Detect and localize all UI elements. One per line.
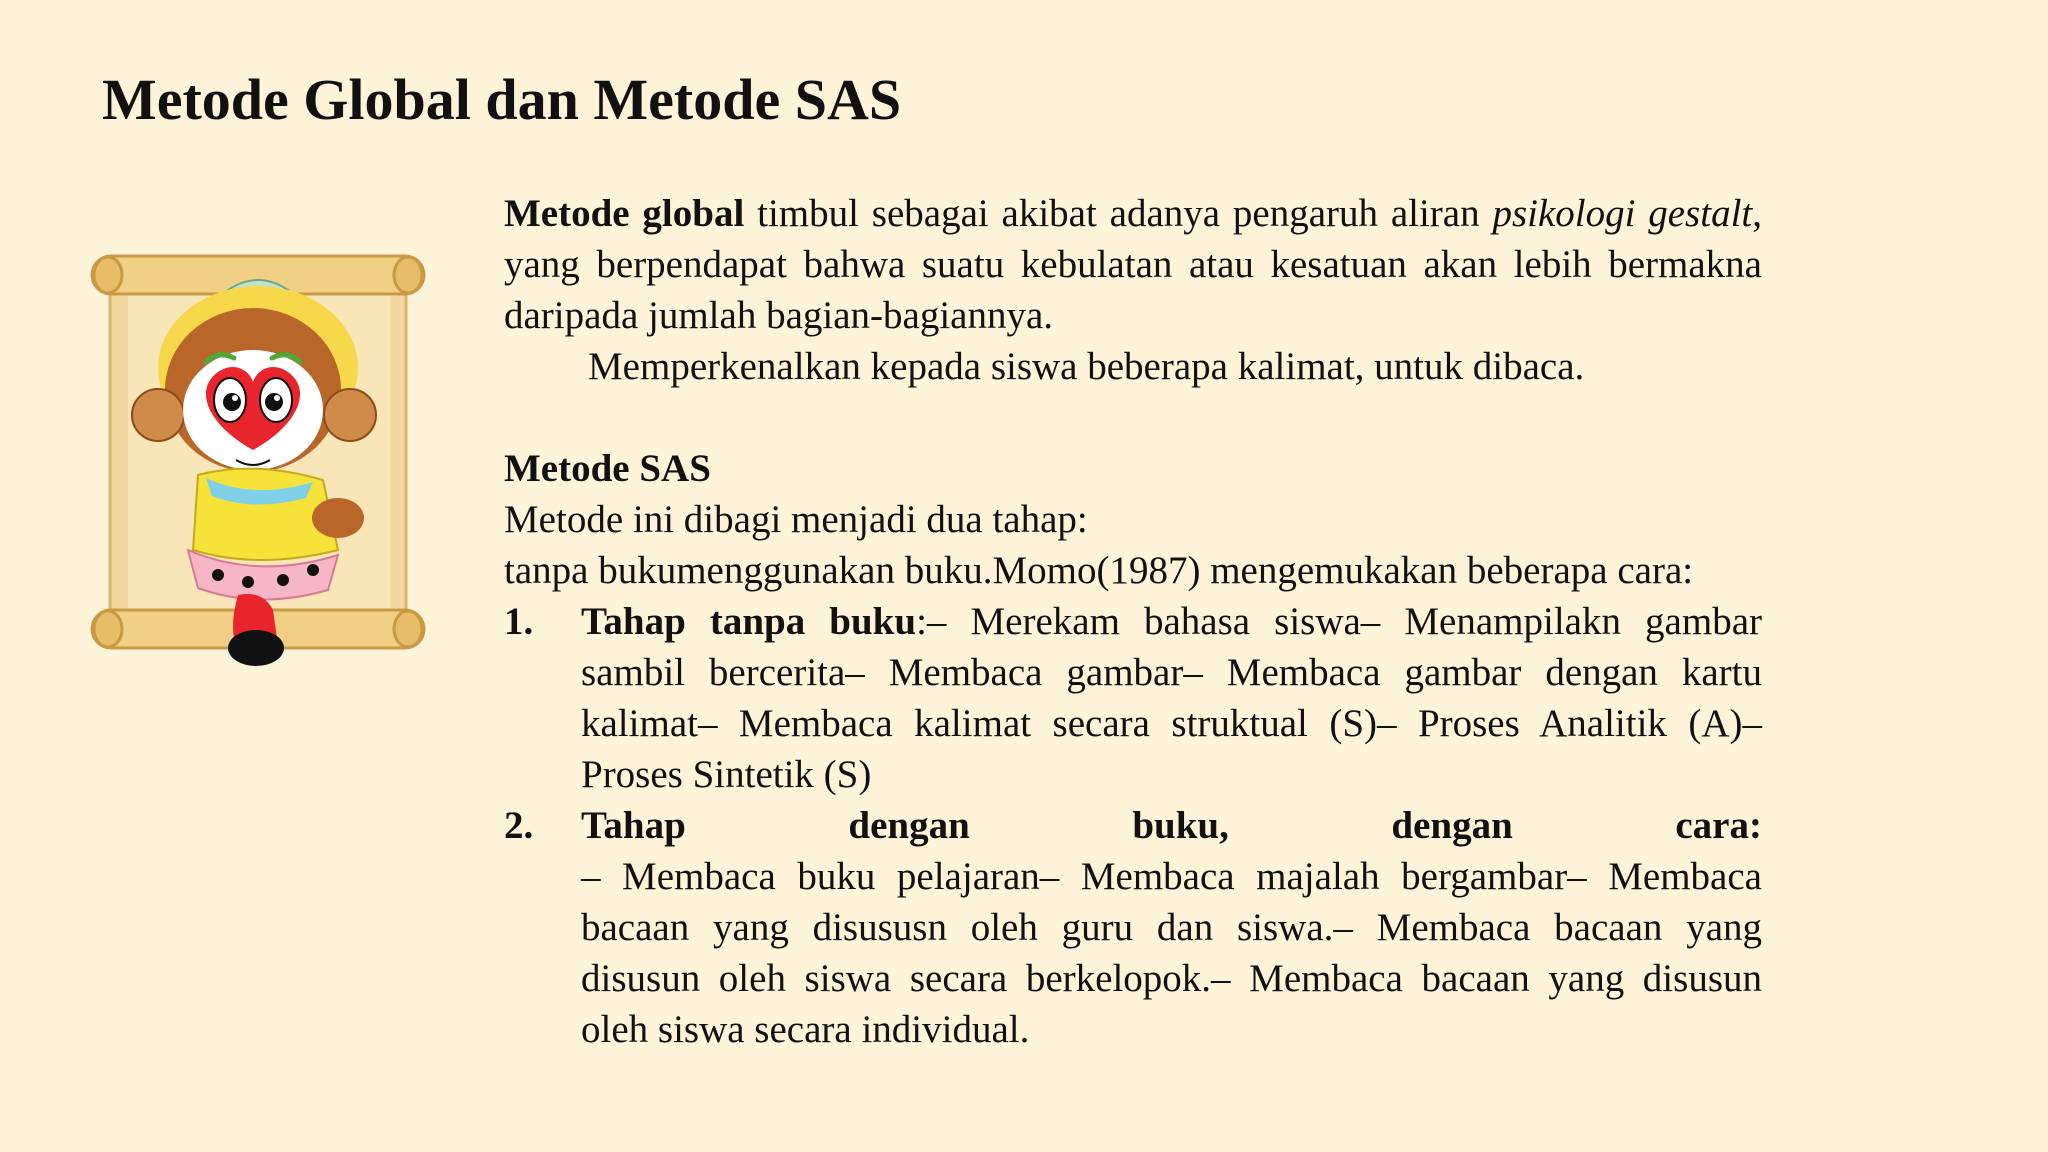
slide-body <box>504 188 1762 1055</box>
step-heading-word: buku, <box>1132 804 1229 847</box>
sas-heading: Metode SAS <box>504 447 711 490</box>
list-item-body <box>581 596 1762 800</box>
spacer <box>504 392 1762 443</box>
global-method-paragraph <box>504 188 1762 341</box>
step-text: :– Merekam bahasa siswa– Menampilakn gambar sambil bercerita– Membaca gambar– Membaca gambar dengan kartu kalimat– Membaca kalimat secara struktual (S)– Proses Analitik (A)– Proses Sintetik (S) <box>581 600 1762 796</box>
slide-title: Metode Global dan Metode SAS <box>102 67 902 132</box>
step-text: – Membaca buku pelajaran– Membaca majalah bergambar– Membaca bacaan yang disususn oleh guru dan siswa.– Membaca bacaan yang disusun oleh siswa secara berkelopok.– Membaca bacaan yang disusun oleh siswa secara individual. <box>581 855 1762 1051</box>
sas-intro-line-2: tanpa bukumenggunakan buku.Momo(1987) mengemukakan beberapa cara: <box>504 549 1694 592</box>
step-heading-word: cara: <box>1675 804 1762 847</box>
monkey-on-scroll-icon <box>88 250 428 670</box>
step-heading-word: Tahap <box>581 804 686 847</box>
step-heading: Tahap tanpa buku <box>581 600 917 643</box>
gestalt-term: psikologi gestalt <box>1492 192 1753 235</box>
sas-steps-list <box>504 596 1762 1055</box>
step-heading <box>581 800 1762 851</box>
list-number: 2. <box>504 804 534 847</box>
global-method-term: Metode global <box>504 192 745 235</box>
global-method-indented-line: Memperkenalkan kepada siswa beberapa kalimat, untuk dibaca. <box>588 345 1585 388</box>
sas-intro-line: Metode ini dibagi menjadi dua tahap: <box>504 498 1088 541</box>
list-number: 1. <box>504 600 534 643</box>
list-item-body <box>581 800 1762 1055</box>
step-heading-word: dengan <box>1391 804 1513 847</box>
list-item <box>504 596 1762 800</box>
list-item <box>504 800 1762 1055</box>
step-heading-word: dengan <box>848 804 970 847</box>
global-method-text-1: timbul sebagai akibat adanya pengaruh aliran <box>744 192 1493 235</box>
global-method-text-2: , yang berpendapat bahwa suatu kebulatan atau kesatuan akan lebih bermakna daripada jumlah bagian-bagiannya. <box>504 192 1762 337</box>
